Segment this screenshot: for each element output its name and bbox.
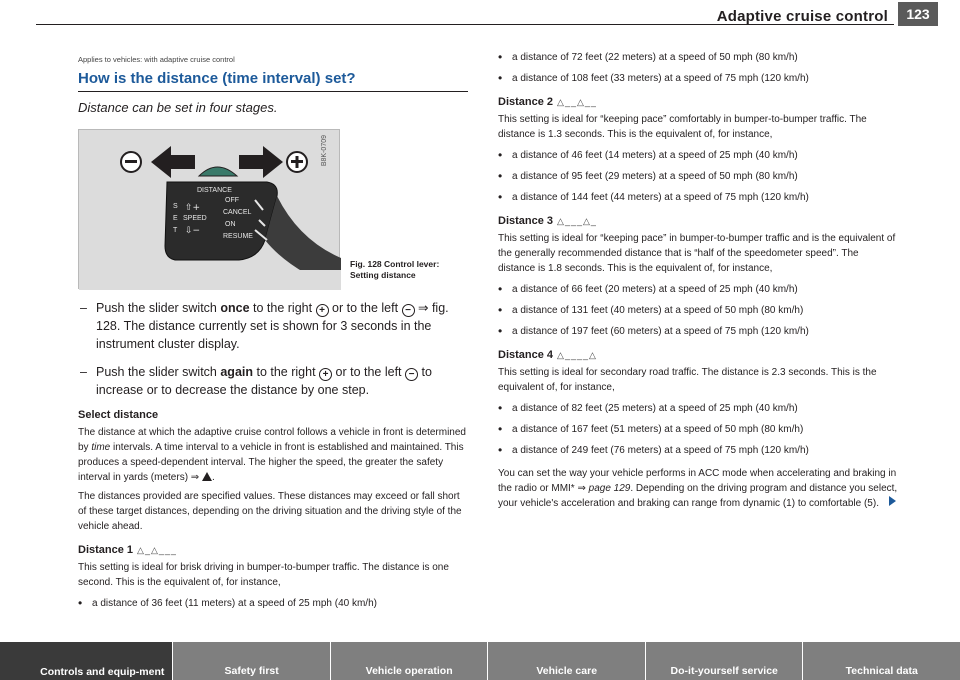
distance-4-icon: △____△ <box>557 350 597 360</box>
applies-to-note: Applies to vehicles: with adaptive cruise control <box>78 55 235 64</box>
step-1: – Push the slider switch once to the right + or to the left − ⇒ fig. 128. The distance currently set is shown for 3 seconds in the instrument cluster display. <box>80 301 449 351</box>
tab-vehicle-care[interactable]: Vehicle care <box>488 642 645 680</box>
warning-triangle-icon[interactable] <box>202 472 212 481</box>
figure-caption <box>350 259 439 281</box>
tab-vehicle-operation[interactable]: Vehicle operation <box>331 642 488 680</box>
distance-4-bullet-2: • a distance of 167 feet (51 meters) at a speed of 50 mph (80 km/h) <box>498 422 898 437</box>
distance-4-bullet-1: • a distance of 82 feet (25 meters) at a speed of 25 mph (40 km/h) <box>498 401 898 416</box>
distance-1-heading: Distance 1 △_△___ <box>78 544 177 556</box>
plus-circle-icon: + <box>319 368 332 381</box>
distance-1-bullet-1: • a distance of 36 feet (11 meters) at a speed of 25 mph (40 km/h) <box>78 596 468 611</box>
distance-3-text: This setting is ideal for “keeping pace” in bumper-to-bumper traffic and is the equivalent of the generally recommended distance that is “half of the speedometer speed”. The distance is 1.8 seconds. This is the equivalent of, for instance, <box>498 233 896 274</box>
distance-3-bullet-1: • a distance of 66 feet (20 meters) at a speed of 25 mph (40 km/h) <box>498 282 898 297</box>
left-arrow-icon <box>151 146 195 178</box>
left-column <box>78 55 468 611</box>
distance-3-heading: Distance 3 △___△_ <box>498 215 597 227</box>
minus-circle-icon: − <box>405 368 418 381</box>
right-arrow-icon <box>239 146 283 178</box>
plus-circle-icon: + <box>316 304 329 317</box>
lever-label-t: T <box>173 227 178 234</box>
distance-4-heading: Distance 4 △____△ <box>498 349 597 361</box>
lever-label-s: S <box>173 203 178 210</box>
distance-2-bullet-1: • a distance of 46 feet (14 meters) at a speed of 25 mph (40 km/h) <box>498 148 898 163</box>
distance-2-bullet-2: • a distance of 95 feet (29 meters) at a speed of 50 mph (80 km/h) <box>498 169 898 184</box>
figure-code: B8K-0709 <box>321 135 328 167</box>
select-distance-heading: Select distance <box>78 409 159 421</box>
caption-line-2: Setting distance <box>350 270 416 280</box>
right-column <box>498 50 898 511</box>
lever-label-distance: DISTANCE <box>197 187 232 194</box>
distance-4-text: This setting is ideal for secondary road traffic. The distance is 2.3 seconds. This is the equivalent of, for instance, <box>498 367 877 393</box>
chapter-title: Adaptive cruise control <box>716 8 888 25</box>
control-lever-illustration <box>78 129 340 289</box>
lever-label-cancel: CANCEL <box>223 209 252 216</box>
caption-line-1: Fig. 128 Control lever: <box>350 259 440 269</box>
lever-label-on: ON <box>225 221 236 228</box>
lead-text: Distance can be set in four stages. <box>78 100 278 115</box>
lever-label-resume: RESUME <box>223 233 253 240</box>
distance-3-bullet-2: • a distance of 131 feet (40 meters) at a speed of 50 mph (80 km/h) <box>498 303 898 318</box>
tab-safety-first[interactable]: Safety first <box>173 642 330 680</box>
footer-tab-bar <box>0 642 960 680</box>
distance-3-bullet-3: • a distance of 197 feet (60 meters) at a speed of 75 mph (120 km/h) <box>498 324 898 339</box>
tab-technical-data[interactable]: Technical data <box>803 642 960 680</box>
closing-paragraph: You can set the way your vehicle performs in ACC mode when accelerating and braking in the radio or MMI* ⇒ page 129. Depending on the driving program and distance you select, your vehicle's acceleration and braking can range from dynamic (1) to comfortable (5). <box>498 468 898 509</box>
speed-up-icon: ⇧+ <box>185 203 201 213</box>
distance-1-icon: △_△___ <box>137 545 177 555</box>
distance-1-text: This setting is ideal for brisk driving in bumper-to-bumper traffic. The distance is one second. This is the equivalent of, for instance, <box>78 562 449 588</box>
distance-2-icon: △__△__ <box>557 97 597 107</box>
minus-circle-icon: − <box>402 304 415 317</box>
select-distance-paragraph-2: The distances provided are specified values. These distances may exceed or fall short of these target distances, depending on the driving situation and the driving style of the vehicle ahead. <box>78 491 462 532</box>
continue-arrow-icon <box>889 496 896 506</box>
distance-1-bullet-2: • a distance of 72 feet (22 meters) at a speed of 50 mph (80 km/h) <box>498 50 898 65</box>
distance-1-bullet-3: • a distance of 108 feet (33 meters) at a speed of 75 mph (120 km/h) <box>498 71 898 86</box>
tab-controls-and-equipment[interactable]: Controls and equip-ment <box>0 642 172 680</box>
tab-do-it-yourself-service[interactable]: Do-it-yourself service <box>646 642 803 680</box>
distance-4-bullet-3: • a distance of 249 feet (76 meters) at a speed of 75 mph (120 km/h) <box>498 443 898 458</box>
page-129-link[interactable]: page 129 <box>588 483 631 494</box>
fig-128-link[interactable]: ⇒ fig. 128. The distance currently set is shown for 3 seconds in the instrument cluster display. <box>96 301 449 351</box>
select-distance-paragraph-1: The distance at which the adaptive cruise control follows a vehicle in front is determined by time intervals. A time interval to a vehicle in front is established and maintained. This produces a speed-dependent interval. The higher the speed, the greater the safety interval in yards (meters) ⇒ . <box>78 427 466 483</box>
step-2: – Push the slider switch again to the right + or to the left − to increase or to decrease the distance by one step. <box>80 365 432 397</box>
lever-label-e: E <box>173 215 178 222</box>
lever-label-speed: SPEED <box>183 215 207 222</box>
page-number: 123 <box>898 2 938 26</box>
figure-128 <box>78 129 468 289</box>
section-title: How is the distance (time interval) set? <box>78 70 468 92</box>
lever-label-off: OFF <box>225 197 239 204</box>
speed-down-icon: ⇩− <box>185 226 201 236</box>
distance-2-bullet-3: • a distance of 144 feet (44 meters) at a speed of 75 mph (120 km/h) <box>498 190 898 205</box>
distance-2-text: This setting is ideal for “keeping pace” comfortably in bumper-to-bumper traffic. The distance is 1.3 seconds. This is the equivalent of, for instance, <box>498 114 867 140</box>
distance-2-heading: Distance 2 △__△__ <box>498 96 597 108</box>
distance-3-icon: △___△_ <box>557 216 597 226</box>
control-lever-drawing <box>79 130 341 290</box>
